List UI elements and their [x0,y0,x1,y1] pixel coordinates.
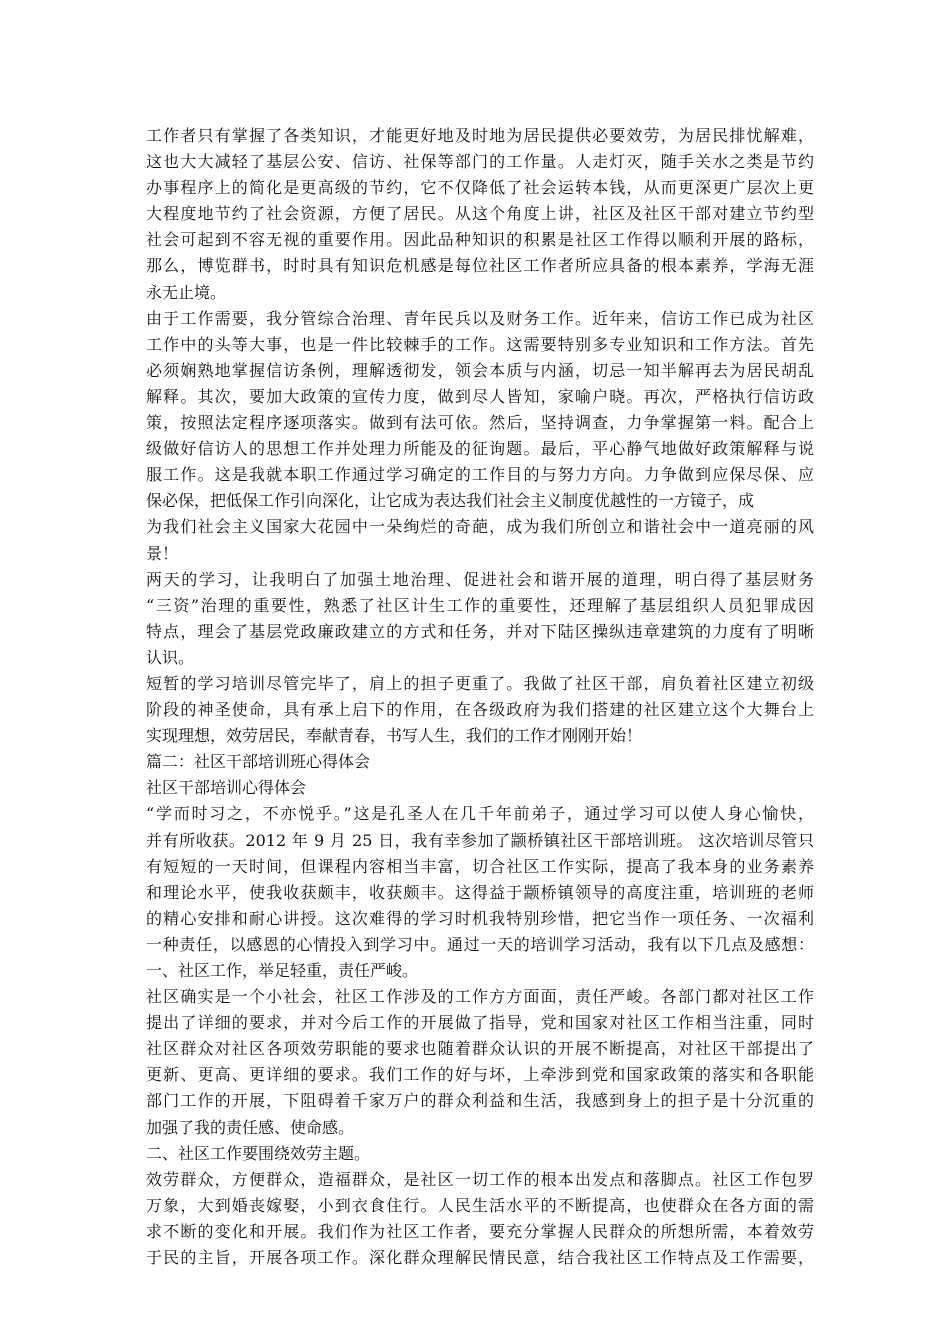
text-line: 社会可起到不容无视的重要作用。因此品种知识的积累是社区工作得以顺利开展的路标， [146,230,814,250]
text-line: 社区确实是一个小社会，社区工作涉及的工作方方面面，责任严峻。各部门都对社区工作 [146,987,814,1007]
text-line: 服工作。这是我就本职工作通过学习确定的工作目的与努力方向。力争做到应保尽保、应 [146,465,814,485]
text-line: 万象，大到婚丧嫁娶，小到衣食住行。人民生活水平的不断提高，也使群众在各方面的需 [146,1195,814,1215]
text-line: 社区干部培训心得体会 [146,778,307,798]
text-line: “学而时习之，不亦悦乎。”这是孔圣人在几千年前弟子，通过学习可以使人身心愉快， [146,804,814,824]
text-line: 必须娴熟地掌握信访条例，理解透彻发，领会本质与内涵，切忌一知半解再去为居民胡乱 [146,360,814,380]
text-line: 有短短的一天时间，但课程内容相当丰富，切合社区工作实际，提高了我本身的业务素养 [146,856,814,876]
text-line: 实现理想，效劳居民，奉献青春，书写人生，我们的工作才刚刚开始！ [146,726,643,746]
text-line: 和理论水平，使我收获颇丰，收获颇丰。这得益于颛桥镇领导的高度注重，培训班的老师 [146,882,814,902]
text-line: 保必保，把低保工作引向深化，让它成为表达我们社会主义制度优越性的一方镜子，成 [146,491,755,511]
text-line: 这也大大减轻了基层公安、信访、社保等部门的工作量。人走灯灭，随手关水之类是节约 [146,152,814,172]
text-line: 特点，理会了基层党政廉政建立的方式和任务，并对下陆区操纵违章建筑的力度有了明晰 [146,621,814,641]
text-line: 一、社区工作，举足轻重，责任严峻。 [146,961,419,980]
text-line: 工作中的头等大事，也是一件比较棘手的工作。这需要特别多专业知识和工作方法。首先 [146,334,814,354]
text-line: 大程度地节约了社会资源，方便了居民。从这个角度上讲，社区及社区干部对建立节约型 [146,204,814,224]
text-line: 加强了我的责任感、使命感。 [146,1117,355,1137]
text-line: “三资”治理的重要性，熟悉了社区计生工作的重要性，还理解了基层组织人员犯罪成因 [146,595,814,615]
text-line: 求不断的变化和开展。我们作为社区工作者，要充分掌握人民群众的所想所需，本着效劳 [146,1221,814,1241]
text-line: 那么，博览群书，时时具有知识危机感是每位社区工作者所应具备的根本素养，学海无涯 [146,256,814,276]
text-line: 级做好信访人的思想工作并处理力所能及的征询题。最后，平心静气地做好政策解释与说 [146,439,814,459]
text-line: 办事程序上的简化是更高级的节约，它不仅降低了社会运转本钱，从而更深更广层次上更 [146,178,814,198]
text-line: 并有所收获。2012 年 9 月 25 日，我有幸参加了颛桥镇社区干部培训班。 这次培训尽管只 [146,830,814,850]
text-line: 篇二：社区干部培训班心得体会 [146,752,371,772]
text-line: 认识。 [146,647,195,667]
text-line: 二、社区工作要围绕效劳主题。 [146,1143,371,1163]
text-line: 的精心安排和耐心讲授。这次难得的学习时机我特别珍惜，把它当作一项任务、一次福利 [146,908,814,928]
text-line: 景！ [146,543,179,563]
text-line: 提出了详细的要求，并对今后工作的开展做了指导，党和国家对社区工作相当注重，同时 [146,1013,814,1033]
document-body [146,123,814,1271]
text-line: 为我们社会主义国家大花园中一朵绚烂的奇葩，成为我们所创立和谐社会中一道亮丽的风 [146,517,814,537]
text-line: 短暂的学习培训尽管完毕了，肩上的担子更重了。我做了社区干部，肩负着社区建立初级 [146,673,814,693]
text-line: 两天的学习，让我明白了加强土地治理、促进社会和谐开展的道理，明白得了基层财务 [146,569,814,589]
text-line: 工作者只有掌握了各类知识，才能更好地及时地为居民提供必要效劳，为居民排忧解难， [146,126,814,145]
text-line: 解释。其次，要加大政策的宣传力度，做到尽人皆知，家喻户晓。再次，严格执行信访政 [146,386,814,406]
text-line: 更新、更高、更详细的要求。我们工作的好与坏，上牵涉到党和国家政策的落实和各职能 [146,1065,814,1085]
text-line: 阶段的神圣使命，具有承上启下的作用，在各级政府为我们搭建的社区建立这个大舞台上 [146,700,814,720]
text-line: 于民的主旨，开展各项工作。深化群众理解民情民意，结合我社区工作特点及工作需要， [146,1248,814,1268]
text-line: 策，按照法定程序逐项落实。做到有法可依。然后，坚持调查，力争掌握第一料。配合上 [146,413,814,433]
text-line: 效劳群众，方便群众，造福群众，是社区一切工作的根本出发点和落脚点。社区工作包罗 [146,1169,814,1189]
text-line: 部门工作的开展，下阻碍着千家万户的群众利益和生活，我感到身上的担子是十分沉重的 [146,1091,814,1111]
text-line: 一种责任，以感恩的心情投入到学习中。通过一天的培训学习活动，我有以下几点及感想： [146,934,814,954]
text-line: 永无止境。 [146,282,227,302]
text-line: 由于工作需要，我分管综合治理、青年民兵以及财务工作。近年来，信访工作已成为社区 [146,308,814,328]
text-line: 社区群众对社区各项效劳职能的要求也随着群众认识的开展不断提高，对社区干部提出了 [146,1039,814,1059]
